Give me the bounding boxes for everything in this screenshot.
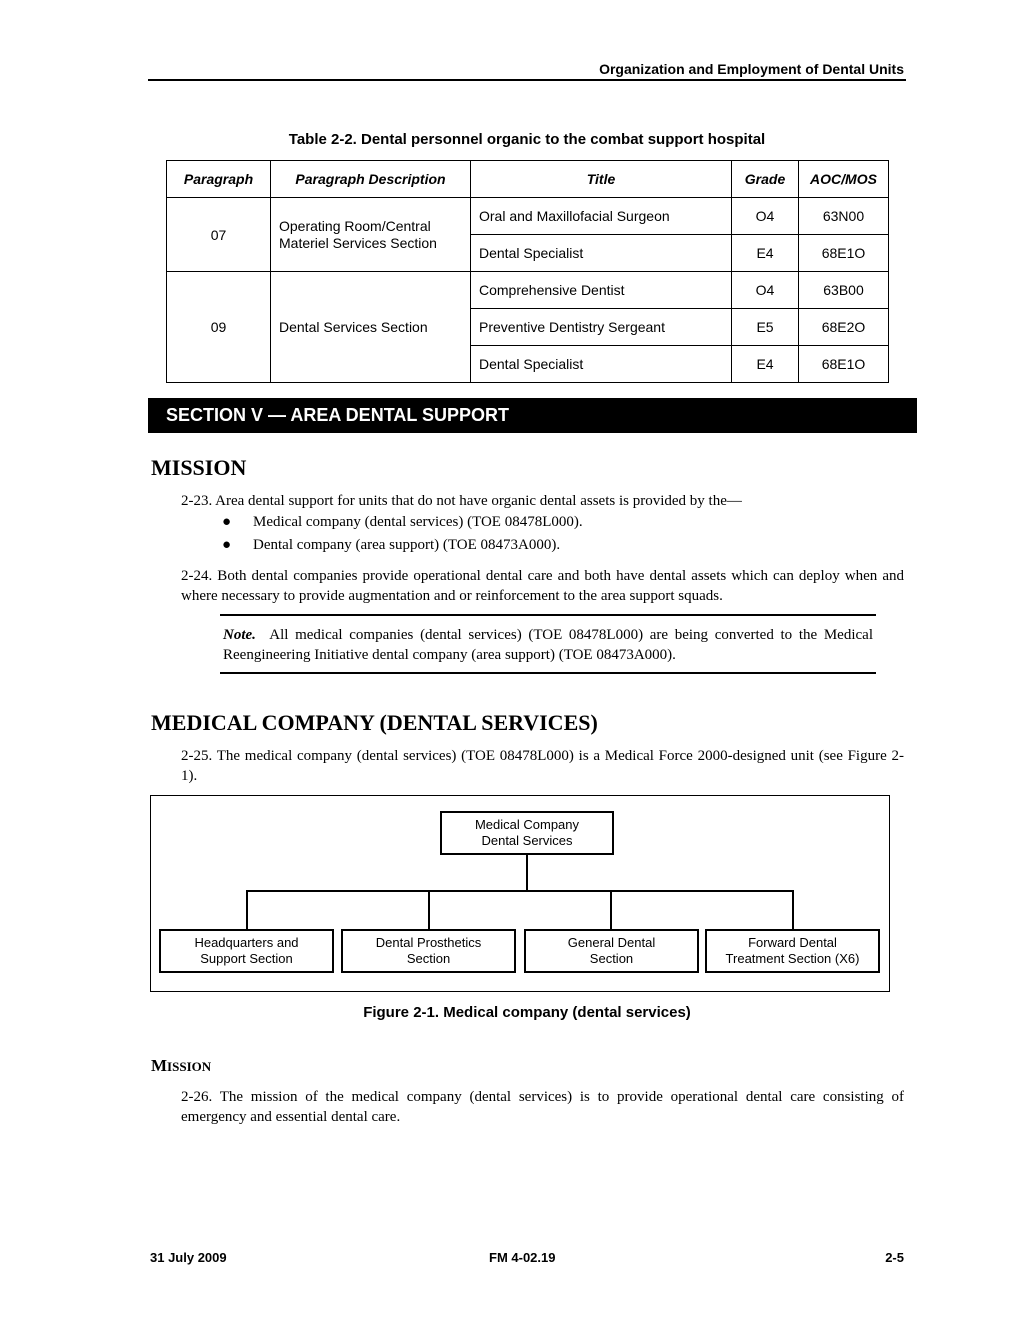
org-box-company	[440, 811, 614, 855]
paragraph-cell: 07	[167, 198, 271, 272]
bullet-icon: ●	[222, 514, 232, 530]
connector-line	[792, 890, 794, 930]
paragraph-2-24: 2-24. Both dental companies provide operational dental care and both have dental assets which can deploy when and where necessary to provide augmentation and or reinforcement to the area support squads.	[181, 568, 904, 604]
org-box-line: Headquarters and	[194, 935, 299, 950]
personnel-table	[166, 160, 889, 383]
column-header: Title	[471, 161, 732, 198]
paragraph-2-25: 2-25. The medical company (dental services) (TOE 08478L000) is a Medical Force 2000-designed unit (see Figure 2-1).	[181, 748, 904, 784]
aoc-cell: 68E1O	[799, 235, 889, 272]
footer-manual: FM 4-02.19	[489, 1250, 556, 1265]
connector-line	[610, 890, 612, 930]
bullet-icon: ●	[222, 537, 232, 553]
note-top-rule	[220, 614, 876, 616]
footer-date: 31 July 2009	[150, 1250, 227, 1265]
org-box-line: Treatment Section (X6)	[725, 951, 860, 966]
org-box-line: Support Section	[200, 951, 293, 966]
table-row	[167, 272, 889, 309]
title-cell: Comprehensive Dentist	[471, 272, 732, 309]
org-box-line: Medical Company	[474, 817, 580, 832]
title-cell: Dental Specialist	[471, 346, 732, 383]
org-box-line: Forward Dental	[748, 935, 837, 950]
org-box-headquarters	[159, 929, 334, 973]
list-item-text: Medical company (dental services) (TOE 08478L000).	[253, 514, 583, 530]
grade-cell: E4	[732, 346, 799, 383]
running-head: Organization and Employment of Dental Units	[599, 61, 904, 77]
title-cell: Oral and Maxillofacial Surgeon	[471, 198, 732, 235]
org-box-line: Section	[406, 951, 451, 966]
section-banner	[148, 398, 917, 433]
mission-heading: MISSION	[151, 455, 247, 480]
list-item	[222, 514, 583, 531]
grade-cell: E5	[732, 309, 799, 346]
aoc-cell: 63N00	[799, 198, 889, 235]
column-header: Paragraph	[167, 161, 271, 198]
note-label: Note.	[223, 627, 256, 643]
grade-cell: O4	[732, 272, 799, 309]
note-block	[223, 625, 873, 665]
list-item-text: Dental company (area support) (TOE 08473A000).	[253, 537, 561, 553]
description-cell: Dental Services Section	[271, 272, 471, 383]
aoc-cell: 63B00	[799, 272, 889, 309]
org-box-prosthetics	[341, 929, 516, 973]
connector-line	[246, 890, 248, 930]
connector-line	[428, 890, 430, 930]
footer-page-number: 2-5	[885, 1250, 904, 1265]
column-header: Paragraph Description	[271, 161, 471, 198]
title-cell: Dental Specialist	[471, 235, 732, 272]
mission-subheading	[151, 1056, 211, 1076]
grade-cell: O4	[732, 198, 799, 235]
paragraph-2-26: 2-26. The mission of the medical company (dental services) is to provide operational dental care consisting of emergency and essential dental care.	[181, 1089, 904, 1125]
table-row	[167, 198, 889, 235]
column-header: Grade	[732, 161, 799, 198]
list-item	[222, 537, 560, 554]
medical-company-heading: MEDICAL COMPANY (DENTAL SERVICES)	[151, 710, 598, 735]
column-header: AOC/MOS	[799, 161, 889, 198]
connector-line	[526, 855, 528, 892]
description-cell: Operating Room/Central Materiel Services Section	[271, 198, 471, 272]
table-header-row	[167, 161, 889, 198]
note-bottom-rule	[220, 672, 876, 674]
org-box-forward-dental	[705, 929, 880, 973]
section-title: SECTION V — AREA DENTAL SUPPORT	[166, 405, 510, 425]
org-box-line: Dental Prosthetics	[375, 935, 482, 950]
table-caption: Table 2-2. Dental personnel organic to the combat support hospital	[288, 131, 766, 148]
org-box-line: General Dental	[567, 935, 656, 950]
mission-subheading-rest: ISSION	[167, 1059, 212, 1074]
org-box-general-dental	[524, 929, 699, 973]
note-text: All medical companies (dental services) (TOE 08478L000) are being converted to the Medical Reengineering Initiative dental company (area support) (TOE 08473A000).	[223, 627, 873, 663]
aoc-cell: 68E2O	[799, 309, 889, 346]
figure-caption: Figure 2-1. Medical company (dental services)	[363, 1004, 691, 1021]
paragraph-cell: 09	[167, 272, 271, 383]
org-box-line: Section	[589, 951, 634, 966]
connector-line	[246, 890, 794, 892]
org-box-line: Dental Services	[481, 833, 573, 848]
mission-subheading-initial: M	[151, 1056, 168, 1075]
grade-cell: E4	[732, 235, 799, 272]
title-cell: Preventive Dentistry Sergeant	[471, 309, 732, 346]
aoc-cell: 68E1O	[799, 346, 889, 383]
header-rule	[148, 79, 906, 81]
paragraph-2-23: 2-23. Area dental support for units that do not have organic dental assets is provided by the—	[181, 493, 742, 509]
